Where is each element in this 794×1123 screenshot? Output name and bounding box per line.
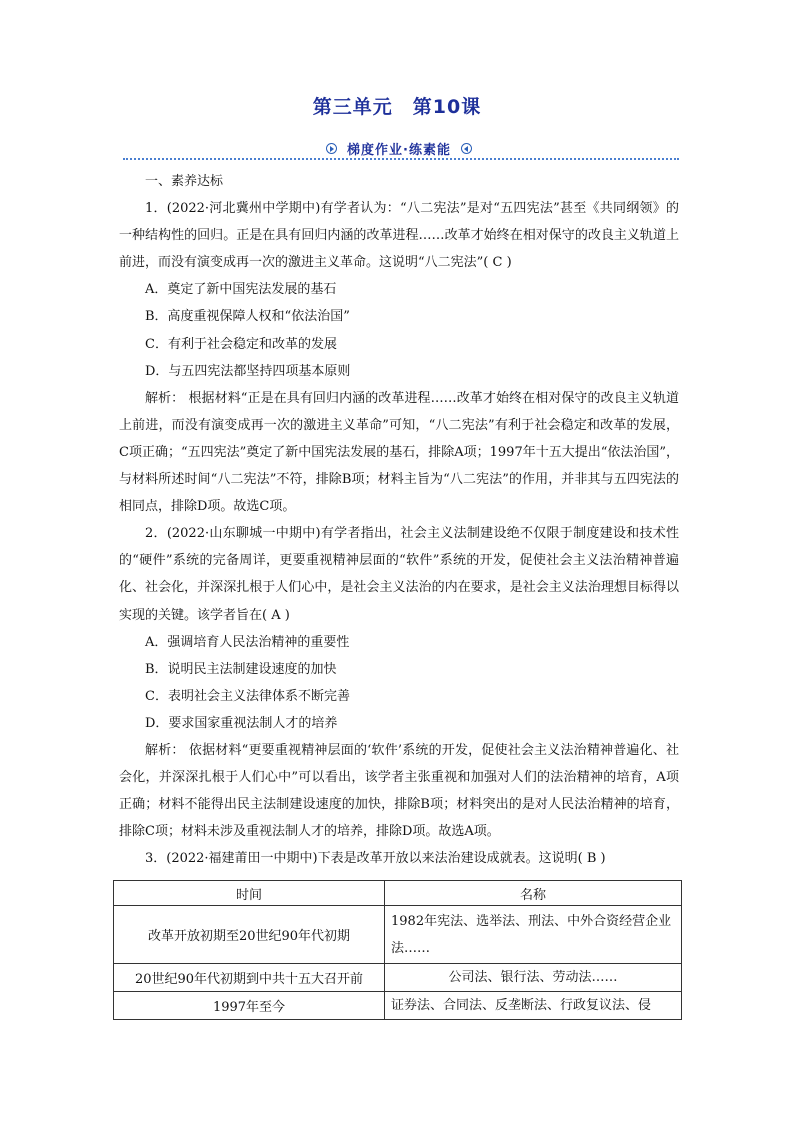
- question-1-option-a: A．奠定了新中国宪法发展的基石: [145, 282, 337, 298]
- table-row: [114, 906, 682, 964]
- table-cell: 证券法、合同法、反垄断法、行政复议法、侵: [385, 992, 682, 1020]
- achievement-table: [113, 880, 682, 1020]
- table-header-row: [114, 881, 682, 906]
- question-2-option-c: C．表明社会主义法律体系不断完善: [145, 688, 350, 704]
- question-1-stem: 1．(2022·河北冀州中学期中)有学者认为：“八二宪法”是对“五四宪法”甚至《共同纲领》的一种结构性的回归。正是在具有回归内涵的改革进程……改革才始终在相对保守的改良主义轨道上前进，而没有演变成再一次的激进主义革命。这说明“八二宪法”( C ): [119, 201, 679, 271]
- page-title: 第三单元 第10课: [312, 96, 482, 118]
- question-3-stem: 3．(2022·福建莆田一中期中)下表是改革开放以来法治建设成就表。这说明( B ): [145, 851, 606, 867]
- main-content: [119, 168, 679, 872]
- table-cell: 改革开放初期至20世纪90年代初期: [114, 906, 385, 964]
- question-2-option-b: B．说明民主法制建设速度的加快: [145, 661, 337, 677]
- dotted-divider: [123, 158, 679, 160]
- table-cell: 20世纪90年代初期到中共十五大召开前: [114, 964, 385, 992]
- question-1-option-b: B．高度重视保障人权和“依法治国”: [145, 309, 350, 325]
- table-row: [114, 992, 682, 1020]
- section-banner: [306, 137, 492, 159]
- table-header-cell: 名称: [385, 881, 682, 906]
- table-header-cell: 时间: [114, 881, 385, 906]
- question-1-analysis: 解析： 根据材料“正是在具有回归内涵的改革进程……改革才始终在相对保守的改良主义轨道上前进，而没有演变成再一次的激进主义革命”可知，“八二宪法”有利于社会稳定和改革的发展，C项正确；“五四宪法”奠定了新中国宪法发展的基石，排除A项；1997年十五大提出“依法治国”，与材料所述时间“八二宪法”不符，排除B项；材料主旨为“八二宪法”的作用，并非其与五四宪法的相同点，排除D项。故选C项。: [119, 390, 680, 515]
- section-heading: 一、素养达标: [145, 174, 224, 189]
- table-cell: 公司法、银行法、劳动法……: [385, 964, 682, 992]
- question-2-stem: 2．(2022·山东聊城一中期中)有学者指出，社会主义法制建设绝不仅限于制度建设和技术性的“硬件”系统的完备周详，更要重视精神层面的“软件”系统的开发，促使社会主义法治精神普遍化、社会化，并深深扎根于人们心中，是社会主义法治的内在要求，是社会主义法治理想目标得以实现的关键。该学者旨在( A ): [119, 526, 679, 623]
- question-2-analysis: 解析： 依据材料“更要重视精神层面的‘软件’系统的开发，促使社会主义法治精神普遍化、社会化，并深深扎根于人们心中”可以看出，该学者主张重视和加强对人们的法治精神的培育，A项正确；材料不能得出民主法制建设速度的加快，排除B项；材料突出的是对人民法治精神的培育，排除C项；材料未涉及重视法制人才的培养，排除D项。故选A项。: [119, 742, 679, 840]
- question-2-option-d: D．要求国家重视法制人才的培养: [145, 715, 338, 731]
- play-right-icon: [326, 143, 337, 154]
- question-1-option-d: D．与五四宪法都坚持四项基本原则: [145, 363, 351, 379]
- table-row: [114, 964, 682, 992]
- table-cell: 1982年宪法、选举法、刑法、中外合资经营企业法……: [385, 906, 682, 964]
- table-cell: 1997年至今: [114, 992, 385, 1020]
- question-1-option-c: C．有利于社会稳定和改革的发展: [145, 336, 337, 352]
- banner-text: 梯度作业·练素能: [347, 142, 451, 158]
- question-2-option-a: A．强调培育人民法治精神的重要性: [145, 634, 350, 650]
- play-left-icon: [461, 143, 472, 154]
